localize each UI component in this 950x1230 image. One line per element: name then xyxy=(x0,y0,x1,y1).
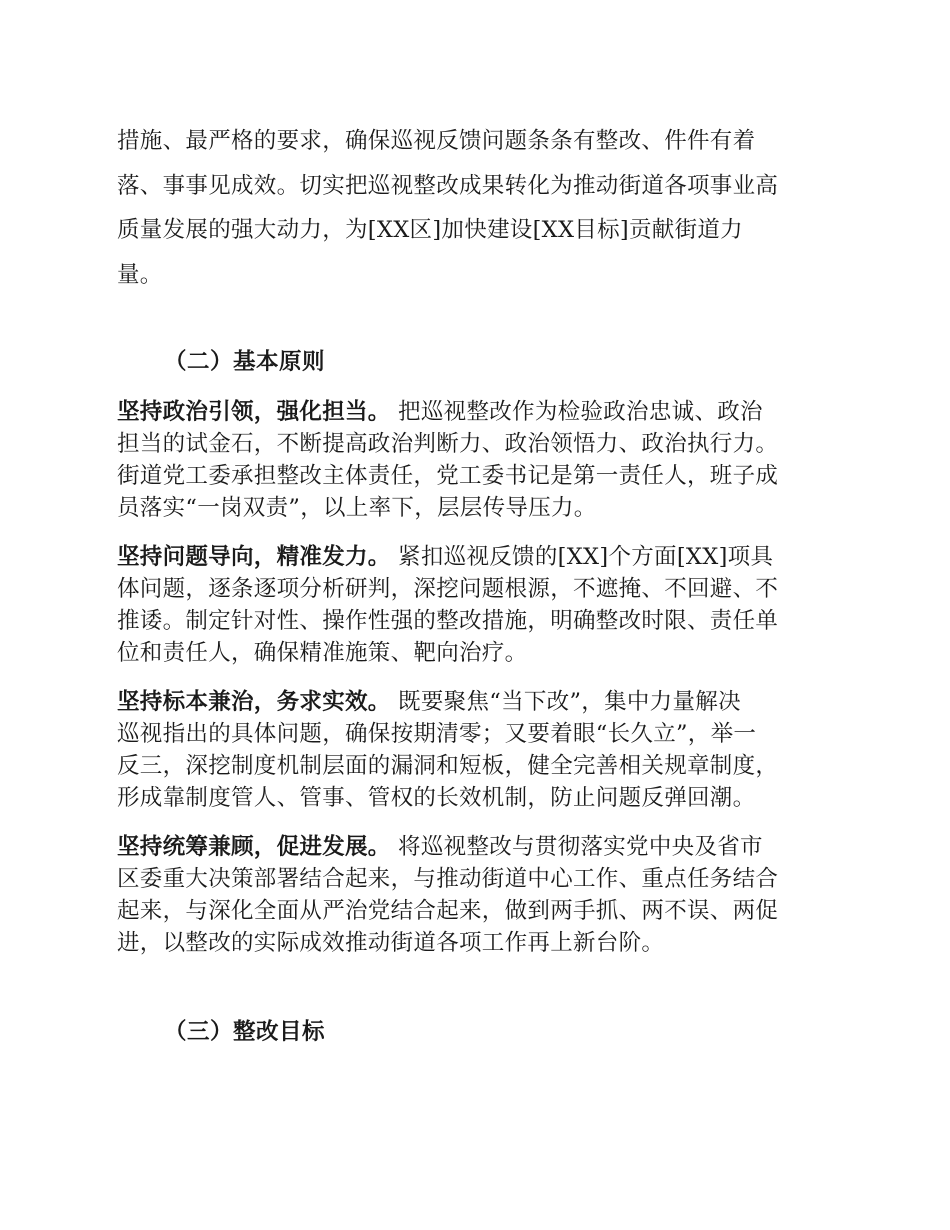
principle-line: 体问题，逐条逐项分析研判，深挖问题根源，不遮掩、不回避、不 xyxy=(117,576,779,602)
principle-lead: 坚持统筹兼顾，促进发展。 xyxy=(117,834,391,860)
intro-line: 量。 xyxy=(117,261,163,288)
principle-text: 把巡视整改作为检验政治忠诚、政治 xyxy=(390,399,763,425)
intro-line: 质量发展的强大动力，为[XX区]加快建设[XX目标]贡献街道力 xyxy=(117,217,743,243)
principle-line: 起来，与深化全面从严治党结合起来，做到两手抓、两不误、两促 xyxy=(117,898,779,924)
principle-line: 街道党工委承担整改主体责任，党工委书记是第一责任人，班子成 xyxy=(117,463,779,489)
principle-line: 担当的试金石，不断提高政治判断力、政治领悟力、政治执行力。 xyxy=(117,431,779,457)
principle-paragraph xyxy=(117,396,837,524)
principle-lead: 坚持问题导向，精准发力。 xyxy=(117,544,391,570)
principle-lead: 坚持政治引领，强化担当。 xyxy=(117,399,391,425)
principle-line: 位和责任人，确保精准施策、靶向治疗。 xyxy=(117,640,528,666)
principle-text: 既要聚焦“当下改”，集中力量解决 xyxy=(390,689,741,715)
section-heading-rectification-goals: （三）整改目标 xyxy=(164,1019,326,1045)
intro-line: 措施、最严格的要求，确保巡视反馈问题条条有整改、件件有着 xyxy=(117,128,756,154)
principle-line: 员落实“一岗双责”，以上率下，层层传导压力。 xyxy=(117,495,597,521)
principle-paragraph xyxy=(117,831,837,959)
principle-line: 进，以整改的实际成效推动街道各项工作再上新台阶。 xyxy=(117,930,665,956)
principle-lead: 坚持标本兼治，务求实效。 xyxy=(117,689,391,715)
principle-line: 反三，深挖制度机制层面的漏洞和短板，健全完善相关规章制度， xyxy=(117,753,779,779)
section-heading-basic-principles: （二）基本原则 xyxy=(164,349,326,375)
principle-line: 巡视指出的具体问题，确保按期清零；又要着眼“长久立”，举一 xyxy=(117,721,757,747)
intro-line: 落、事事见成效。切实把巡视整改成果转化为推动街道各项事业高 xyxy=(117,172,779,199)
principle-line: 形成靠制度管人、管事、管权的长效机制，防止问题反弹回潮。 xyxy=(117,785,756,811)
principle-text: 将巡视整改与贯彻落实党中央及省市 xyxy=(390,834,763,860)
principle-paragraph xyxy=(117,541,837,669)
principle-line: 区委重大决策部署结合起来，与推动街道中心工作、重点任务结合 xyxy=(117,866,779,892)
principle-paragraph xyxy=(117,686,837,814)
intro-paragraph xyxy=(117,119,837,297)
principle-text: 紧扣巡视反馈的[XX]个方面[XX]项具 xyxy=(390,544,774,570)
principle-line: 推诿。制定针对性、操作性强的整改措施，明确整改时限、责任单 xyxy=(117,608,779,634)
